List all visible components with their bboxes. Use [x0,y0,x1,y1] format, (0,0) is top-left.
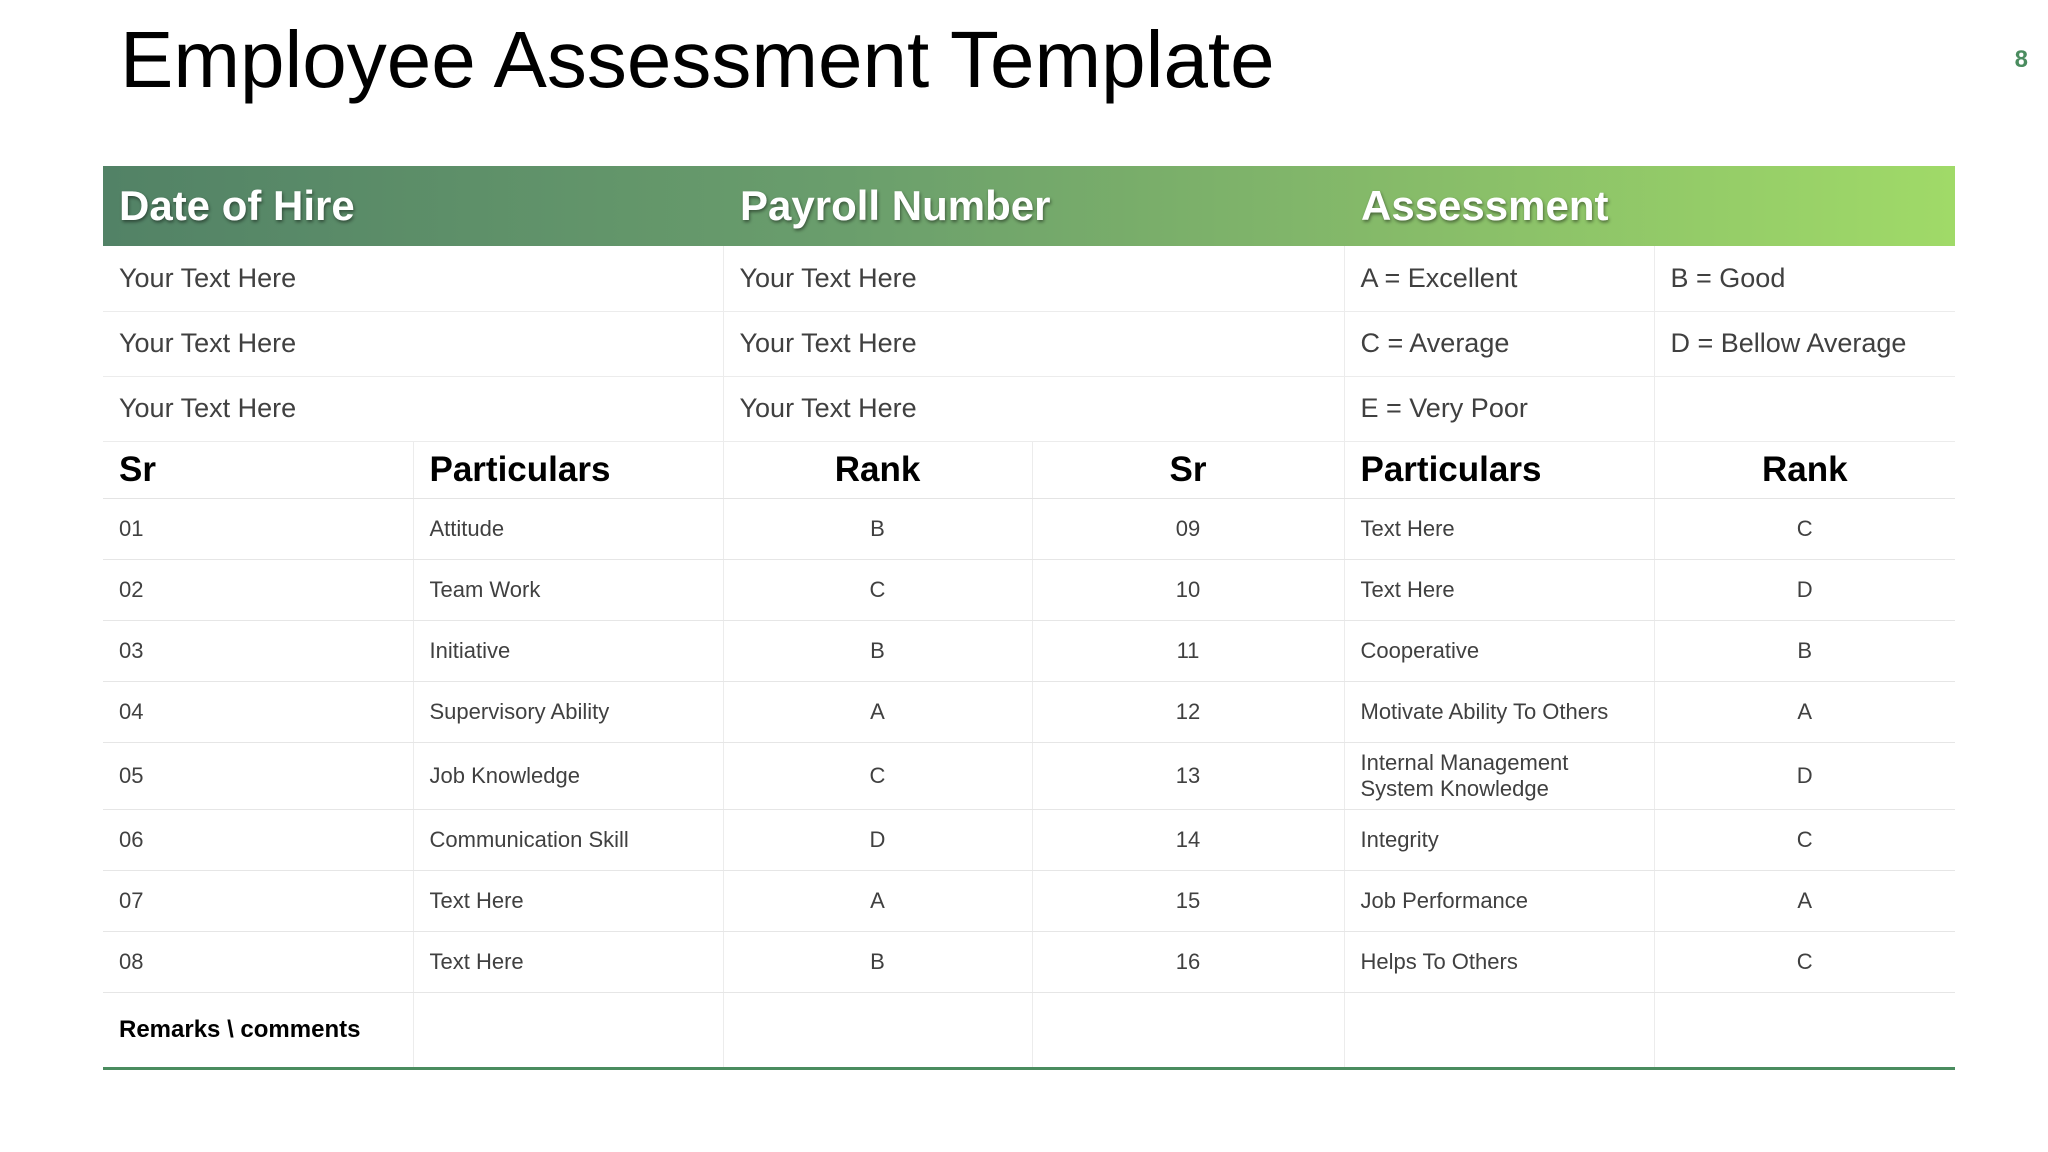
table-row [103,681,1955,742]
header-payroll-number: Payroll Number [740,182,1051,229]
payroll-number-cell: Your Text Here [723,376,1344,441]
rank-cell: B [723,498,1032,559]
date-of-hire-cell: Your Text Here [103,311,723,376]
date-of-hire-cell: Your Text Here [103,376,723,441]
sr-cell: 14 [1032,809,1344,870]
grade-legend-cell: A = Excellent [1344,246,1654,311]
table-row [103,809,1955,870]
rank-cell: C [723,742,1032,809]
rank-cell: A [723,681,1032,742]
column-header-sr: Sr [103,441,413,498]
particulars-cell: Internal Management System Knowledge [1344,742,1654,809]
particulars-cell: Supervisory Ability [413,681,723,742]
table-row [103,498,1955,559]
date-of-hire-cell: Your Text Here [103,246,723,311]
column-header-rank: Rank [723,441,1032,498]
remarks-label: Remarks \ comments [103,992,413,1068]
rank-cell: A [1654,681,1955,742]
sr-cell: 07 [103,870,413,931]
particulars-cell: Attitude [413,498,723,559]
sr-cell: 05 [103,742,413,809]
remarks-cell[interactable] [1032,992,1344,1068]
table-row [103,742,1955,809]
rank-cell: C [723,559,1032,620]
slide-title: Employee Assessment Template [120,15,1275,104]
remarks-row [103,992,1955,1068]
particulars-cell: Integrity [1344,809,1654,870]
particulars-cell: Motivate Ability To Others [1344,681,1654,742]
payroll-number-cell: Your Text Here [723,311,1344,376]
payroll-number-cell: Your Text Here [723,246,1344,311]
remarks-cell[interactable] [1654,992,1955,1068]
column-header-sr: Sr [1032,441,1344,498]
rank-cell: D [1654,559,1955,620]
rank-cell: D [1654,742,1955,809]
particulars-cell: Initiative [413,620,723,681]
particulars-cell: Text Here [413,931,723,992]
info-row [103,376,1955,441]
sr-cell: 02 [103,559,413,620]
particulars-cell: Job Knowledge [413,742,723,809]
sr-cell: 12 [1032,681,1344,742]
column-header-particulars: Particulars [1344,441,1654,498]
sr-cell: 11 [1032,620,1344,681]
sr-cell: 09 [1032,498,1344,559]
particulars-cell: Communication Skill [413,809,723,870]
grade-legend-cell: B = Good [1654,246,1955,311]
info-row [103,311,1955,376]
rank-cell: C [1654,809,1955,870]
rank-cell: A [1654,870,1955,931]
column-header-rank: Rank [1654,441,1955,498]
table-row [103,931,1955,992]
grade-legend-cell [1654,376,1955,441]
sr-cell: 13 [1032,742,1344,809]
rank-cell: A [723,870,1032,931]
remarks-cell[interactable] [1344,992,1654,1068]
table-header-row [103,166,1955,246]
sr-cell: 08 [103,931,413,992]
grade-legend-cell: E = Very Poor [1344,376,1654,441]
particulars-cell: Text Here [413,870,723,931]
particulars-cell: Helps To Others [1344,931,1654,992]
sr-cell: 06 [103,809,413,870]
particulars-cell: Job Performance [1344,870,1654,931]
remarks-cell[interactable] [723,992,1032,1068]
sr-cell: 03 [103,620,413,681]
sr-cell: 10 [1032,559,1344,620]
grade-legend-cell: D = Bellow Average [1654,311,1955,376]
column-header-particulars: Particulars [413,441,723,498]
sr-cell: 04 [103,681,413,742]
rank-cell: C [1654,931,1955,992]
sr-cell: 01 [103,498,413,559]
info-row [103,246,1955,311]
page-number: 8 [2014,46,2028,73]
table-row [103,620,1955,681]
particulars-cell: Team Work [413,559,723,620]
sr-cell: 15 [1032,870,1344,931]
rank-cell: D [723,809,1032,870]
particulars-cell: Cooperative [1344,620,1654,681]
particulars-cell: Text Here [1344,498,1654,559]
table-row [103,559,1955,620]
rank-cell: B [723,931,1032,992]
rank-cell: C [1654,498,1955,559]
remarks-cell[interactable] [413,992,723,1068]
assessment-table [103,166,1956,1070]
table-row [103,870,1955,931]
header-assessment: Assessment [1361,182,1609,229]
particulars-cell: Text Here [1344,559,1654,620]
rank-cell: B [1654,620,1955,681]
sr-cell: 16 [1032,931,1344,992]
grade-legend-cell: C = Average [1344,311,1654,376]
rank-cell: B [723,620,1032,681]
column-header-row [103,441,1955,498]
header-date-of-hire: Date of Hire [119,182,355,229]
